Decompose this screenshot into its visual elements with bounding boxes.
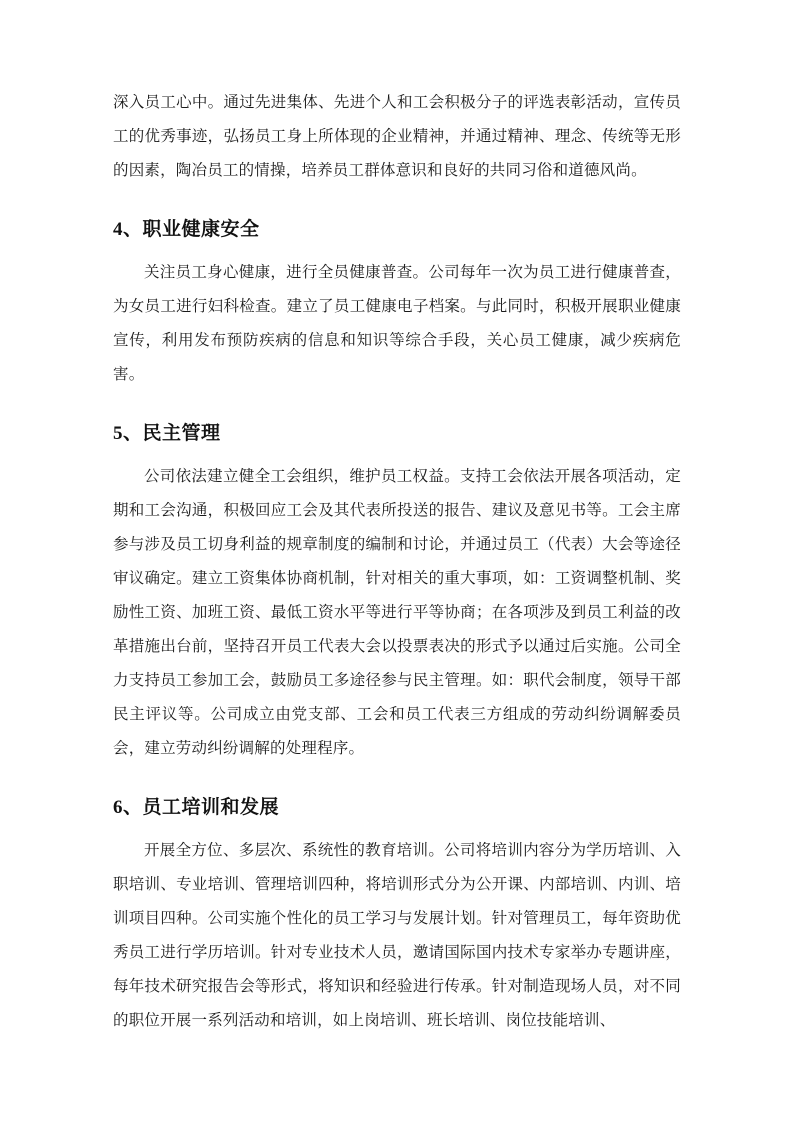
section-heading: 4、职业健康安全 bbox=[113, 219, 260, 240]
section-block bbox=[113, 792, 681, 1038]
paragraph: 开展全方位、多层次、系统性的教育培训。公司将培训内容分为学历培训、入职培训、专业培训、管理培训四种，将培训形式分为公开课、内部培训、内训、培训项目四种。公司实施个性化的员工学习与发展计划。针对管理员工，每年资助优秀员工进行学历培训。针对专业技术人员，邀请国际国内技术专家举办专题讲座，每年技术研究报告会等形式，将知识和经验进行传承。针对制造现场人员，对不同的职位开展一系列活动和培训，如上岗培训、班长培训、岗位技能培训、 bbox=[113, 842, 681, 1029]
section-heading: 6、员工培训和发展 bbox=[113, 797, 280, 818]
page-content bbox=[113, 86, 681, 1042]
text-block bbox=[113, 86, 681, 188]
section-block bbox=[113, 418, 681, 766]
section-block bbox=[113, 214, 681, 392]
paragraph: 公司依法建立健全工会组织，维护员工权益。支持工会依法开展各项活动，定期和工会沟通，积极回应工会及其代表所投送的报告、建议及意见书等。工会主席参与涉及员工切身利益的规章制度的编制和讨论，并通过员工（代表）大会等途径审议确定。建立工资集体协商机制，针对相关的重大事项，如：工资调整机制、奖励性工资、加班工资、最低工资水平等进行平等协商；在各项涉及到员工利益的改革措施出台前，坚持召开员工代表大会以投票表决的形式予以通过后实施。公司全力支持员工参加工会，鼓励员工多途径参与民主管理。如：职代会制度，领导干部民主评议等。公司成立由党支部、工会和员工代表三方组成的劳动纠纷调解委员会，建立劳动纠纷调解的处理程序。 bbox=[113, 468, 681, 757]
paragraph: 关注员工身心健康，进行全员健康普查。公司每年一次为员工进行健康普查，为女员工进行妇科检查。建立了员工健康电子档案。与此同时，积极开展职业健康宣传，利用发布预防疾病的信息和知识等综合手段，关心员工健康，减少疾病危害。 bbox=[113, 264, 681, 383]
paragraph: 深入员工心中。通过先进集体、先进个人和工会积极分子的评选表彰活动，宣传员工的优秀事迹，弘扬员工身上所体现的企业精神，并通过精神、理念、传统等无形的因素，陶冶员工的情操，培养员工群体意识和良好的共同习俗和道德风尚。 bbox=[113, 94, 681, 179]
section-heading: 5、民主管理 bbox=[113, 423, 221, 444]
